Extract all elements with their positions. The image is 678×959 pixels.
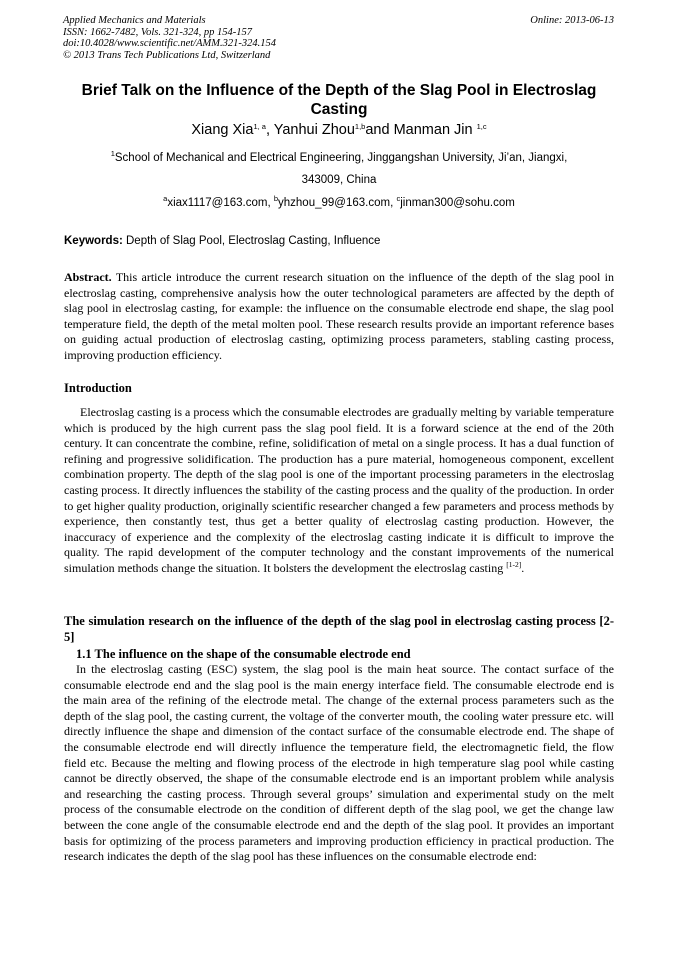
email-list bbox=[60, 192, 618, 214]
keywords-label: Keywords: bbox=[64, 235, 123, 247]
abstract bbox=[64, 270, 614, 364]
author-name: Yanhui Zhou bbox=[273, 122, 355, 138]
affiliation-mark: 1 bbox=[110, 149, 115, 158]
author-separator: , bbox=[265, 122, 274, 138]
introduction-text: Electroslag casting is a process which the consumable electrodes are gradually melting by variable temperature which is produced by the high current pass the slag pool field. It is a forward science at the end of the 20th century. It can concentrate the combine, refine, solidification of metal on a single process. It has a dual function of refining and progressive solidification. The production has a pure material, homogeneous component, excellent combination property. The depth of the slag pool is one of the important processing parameters in the electroslag casting process. It directly influences the stability of the casting process and the quality of the production. In order to get higher quality production, originally scientific researcher changed a few parameters and process methods by experience, then constantly test, thus get a better quality of electroslag casting production. However, the inaccuracy of experience and the complexity of the electroslag casting indicate it is difficult to improve the quality. The rapid development of the computer technology and the constant improvements of the numerical simulation methods change the situation. It bolsters the development the electroslag casting bbox=[64, 405, 614, 575]
author-affiliation-mark: 1,b bbox=[354, 122, 366, 131]
author-name: Xiang Xia bbox=[191, 122, 254, 138]
email: jinman300@sohu.com bbox=[400, 197, 515, 209]
author-list bbox=[40, 122, 638, 138]
page-header bbox=[63, 15, 614, 61]
journal-name: Applied Mechanics and Materials bbox=[63, 15, 206, 26]
affiliation bbox=[60, 147, 618, 191]
author-separator: and bbox=[365, 122, 394, 138]
keywords-text: Depth of Slag Pool, Electroslag Casting, Influence bbox=[122, 235, 381, 247]
copyright-line: © 2013 Trans Tech Publications Ltd, Switzerland bbox=[63, 49, 271, 61]
introduction-end: . bbox=[521, 560, 525, 575]
email: xiax1117@163.com, bbox=[167, 197, 274, 209]
affiliation-line: School of Mechanical and Electrical Engineering, Jinggangshan University, Ji’an, Jiangxi, bbox=[114, 152, 568, 164]
subsection-heading: 1.1 The influence on the shape of the consumable electrode end bbox=[76, 647, 411, 661]
citation-mark: [1-2] bbox=[506, 559, 522, 569]
affiliation-line: 343009, China bbox=[301, 174, 377, 186]
issn-line: ISSN: 1662-7482, Vols. 321-324, pp 154-157 bbox=[63, 26, 252, 38]
email-mark: a bbox=[163, 194, 168, 203]
paper-title: Brief Talk on the Influence of the Depth of the Slag Pool in Electroslag Casting bbox=[81, 82, 597, 118]
author-name: Manman Jin bbox=[393, 122, 477, 138]
author-affiliation-mark: 1, a bbox=[253, 122, 266, 131]
online-date: Online: 2013-06-13 bbox=[530, 15, 614, 26]
section-heading: The simulation research on the influence of the depth of the slag pool in electroslag casting process [2-5] bbox=[64, 614, 614, 644]
email-mark: c bbox=[396, 194, 401, 203]
abstract-text: This article introduce the current research situation on the influence of the depth of the slag pool in electroslag casting, comprehensive analysis how the outer technological parameters are affected by the depth of slag pool in electroslag casting, for example: the influence on the consumable electrode end shape, the slag pool temperature field, the depth of the metal molten pool. These research results provide an important reference bases on guiding actual production of electroslag casting, optimizing process parameters, stabling casting process, improving production efficiency. bbox=[64, 270, 614, 362]
email: yhzhou_99@163.com, bbox=[278, 197, 397, 209]
introduction-body bbox=[64, 405, 614, 577]
email-mark: b bbox=[273, 194, 279, 203]
keywords bbox=[64, 235, 614, 247]
introduction-heading: Introduction bbox=[64, 381, 132, 395]
doi-line: doi:10.4028/www.scientific.net/AMM.321-324.154 bbox=[63, 38, 276, 49]
author-affiliation-mark: 1,c bbox=[476, 122, 487, 131]
abstract-label: Abstract. bbox=[64, 270, 112, 284]
section-body: In the electroslag casting (ESC) system, the slag pool is the main heat source. The contact surface of the consumable electrode end and the slag pool is the main energy interface field. The consumable electrode end is the main area of the refining of the electrode metal. The change of the external process parameters such as the depth of the slag pool, the casting current, the voltage of the converter mouth, the cooling water pressure etc. will directly influence the shape and dimension of the contact surface of the consumable electrode end. The shape of the consumable electrode end will directly influence the temperature field, the electromagnetic field, the flow field etc. Because the melting and flowing process of the electrode in high temperature slag pool while casting cannot be directly observed, the shape of the consumable electrode end is an important problem while analysis and researching the casting process. Through several groups’ simulation and experimental study on the melt process of the consumable electrode on the condition of different depth of the slag pool, we get the change law between the cone angle of the consumable electrode end and the depth of the slag pool. It provides an important basis for optimizing of the process parameters and improving production efficiency in practical production. The research indicates the depth of the slag pool has these influences on the consumable electrode end: bbox=[64, 662, 614, 864]
